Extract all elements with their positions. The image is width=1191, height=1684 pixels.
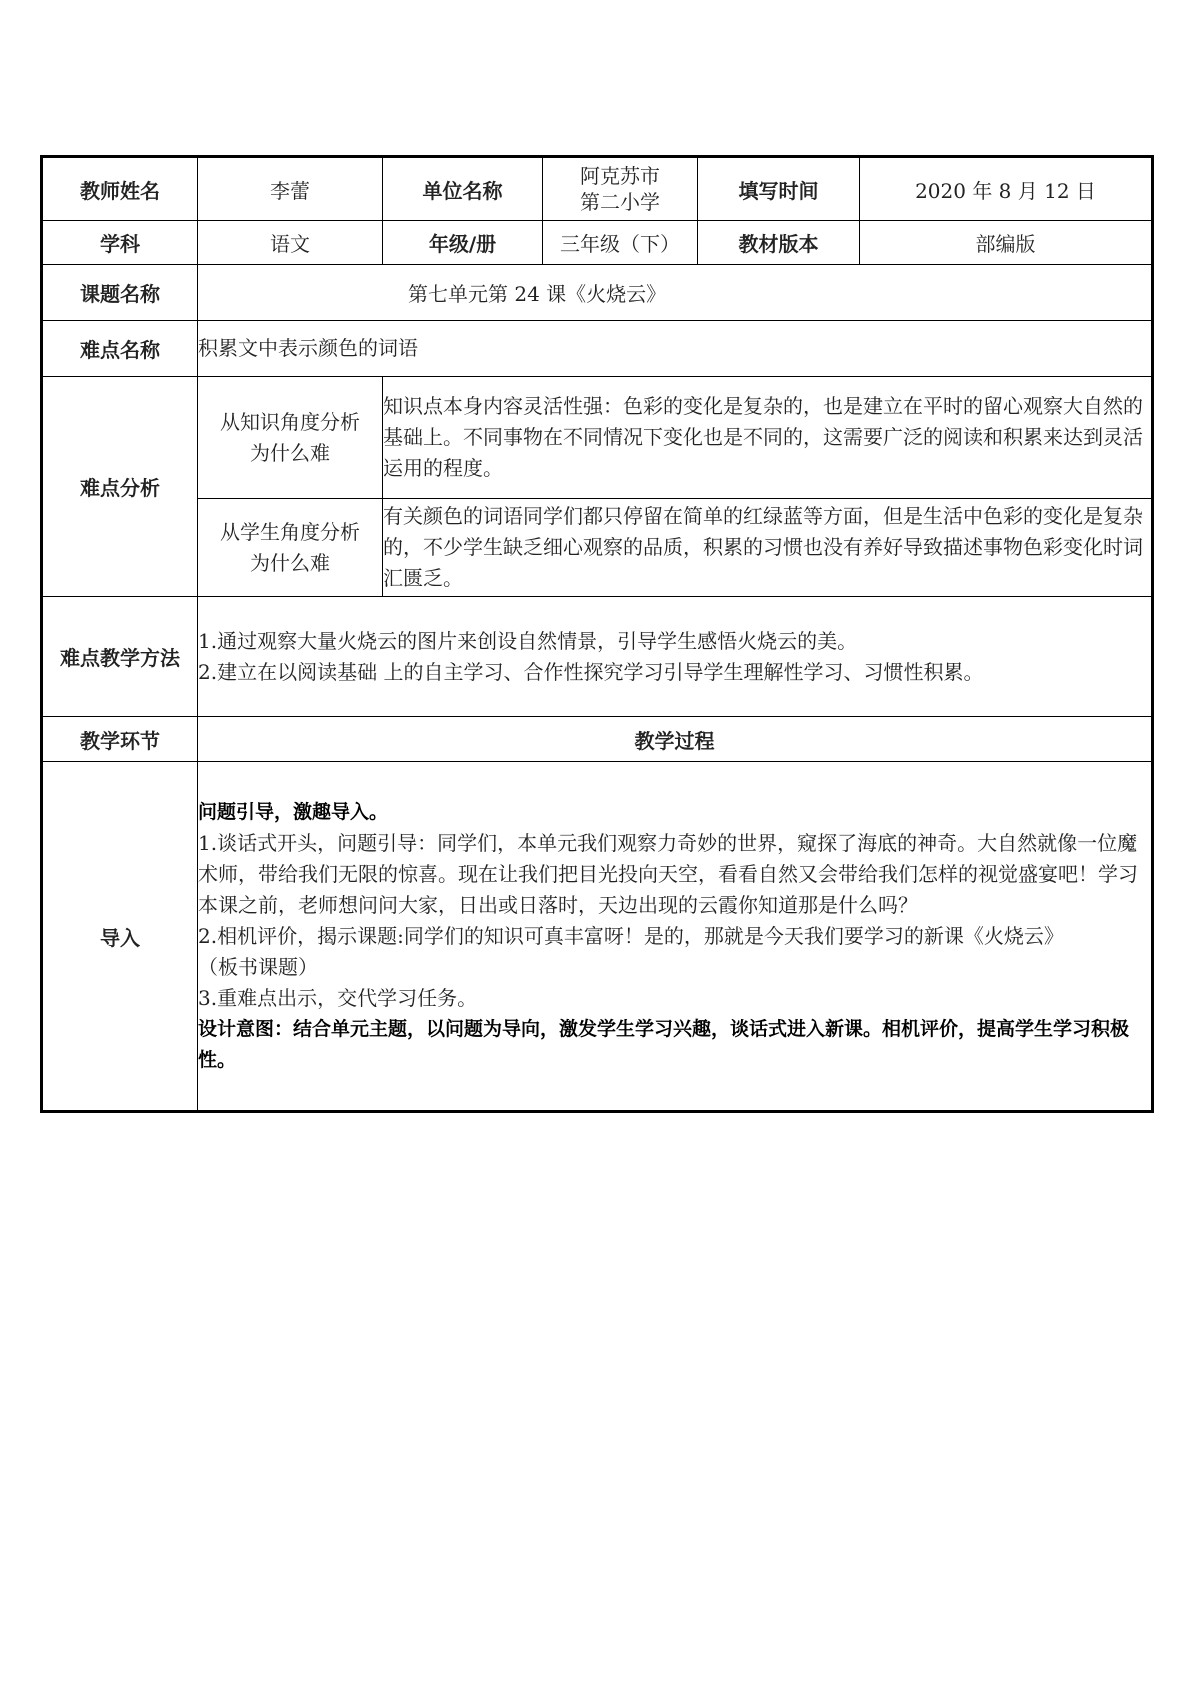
grade-value: 三年级（下） — [543, 221, 698, 265]
methods-row — [42, 597, 1153, 717]
methods-list — [198, 597, 1153, 717]
teacher-value: 李蕾 — [198, 157, 383, 221]
unit-value-line2: 第二小学 — [580, 190, 660, 214]
subject-value: 语文 — [198, 221, 383, 265]
method-item: 1.通过观察大量火烧云的图片来创设自然情景，引导学生感悟火烧云的美。 — [198, 628, 858, 653]
intro-row — [42, 762, 1153, 1112]
teacher-label: 教师姓名 — [42, 157, 198, 221]
design-intent: 设计意图：结合单元主题，以问题为导向，激发学生学习兴趣，谈话式进入新课。相机评价，提高学生学习积极性。 — [198, 1017, 1130, 1071]
difficulty-label: 难点名称 — [42, 321, 198, 377]
grade-label: 年级/册 — [383, 221, 543, 265]
topic-value — [198, 265, 1153, 321]
student-angle-text: 有关颜色的词语同学们都只停留在简单的红绿蓝等方面，但是生活中色彩的变化是复杂的，不少学生缺乏细心观察的品质，积累的习惯也没有养好导致描述事物色彩变化时词汇匮乏。 — [383, 499, 1153, 597]
subject-label: 学科 — [42, 221, 198, 265]
header-row-1 — [42, 157, 1153, 221]
stage-column-header: 教学环节 — [42, 717, 198, 762]
edition-label: 教材版本 — [698, 221, 860, 265]
knowledge-angle-text: 知识点本身内容灵活性强：色彩的变化是复杂的，也是建立在平时的留心观察大自然的基础上。不同事物在不同情况下变化也是不同的，这需要广泛的阅读和积累来达到灵活运用的程度。 — [383, 377, 1153, 499]
lesson-plan-sheet — [40, 155, 1151, 1113]
header-row-2 — [42, 221, 1153, 265]
lesson-plan-table — [40, 155, 1154, 1113]
process-column-header: 教学过程 — [198, 717, 1153, 762]
intro-stage-label: 导入 — [42, 762, 198, 1112]
unit-label: 单位名称 — [383, 157, 543, 221]
student-angle-line2: 为什么难 — [250, 550, 330, 575]
knowledge-angle-line1: 从知识角度分析 — [220, 409, 360, 434]
knowledge-angle-line2: 为什么难 — [250, 440, 330, 465]
intro-paragraph-2: 2.相机评价，揭示课题:同学们的知识可真丰富呀！是的，那就是今天我们要学习的新课《火烧云》 — [198, 923, 1064, 948]
analysis-row-student — [42, 499, 1153, 597]
topic-row — [42, 265, 1153, 321]
unit-value-line1: 阿克苏市 — [580, 164, 660, 188]
intro-paragraph-4: 3.重难点出示，交代学习任务。 — [198, 985, 478, 1010]
analysis-label: 难点分析 — [42, 377, 198, 597]
process-header-row — [42, 717, 1153, 762]
difficulty-row — [42, 321, 1153, 377]
unit-value — [543, 157, 698, 221]
intro-heading: 问题引导，激趣导入。 — [198, 800, 389, 823]
date-label: 填写时间 — [698, 157, 860, 221]
intro-paragraph-3: （板书课题） — [198, 954, 318, 979]
intro-content — [198, 762, 1153, 1112]
topic-text: 第七单元第 24 课《火烧云》 — [408, 282, 667, 306]
analysis-row-knowledge — [42, 377, 1153, 499]
topic-label: 课题名称 — [42, 265, 198, 321]
edition-value: 部编版 — [860, 221, 1153, 265]
intro-paragraph-1: 1.谈话式开头，问题引导：同学们，本单元我们观察力奇妙的世界，窥探了海底的神奇。大自然就像一位魔术师，带给我们无限的惊喜。现在让我们把目光投向天空，看看自然又会带给我们怎样的视觉盛宴吧！学习本课之前，老师想问问大家，日出或日落时，天边出现的云霞你知道那是什么吗？ — [198, 830, 1138, 917]
knowledge-angle-label — [198, 377, 383, 499]
method-item: 2.建立在以阅读基础 上的自主学习、合作性探究学习引导学生理解性学习、习惯性积累。 — [198, 659, 984, 684]
student-angle-label — [198, 499, 383, 597]
difficulty-value: 积累文中表示颜色的词语 — [198, 321, 1153, 377]
date-value: 2020 年 8 月 12 日 — [860, 157, 1153, 221]
methods-label: 难点教学方法 — [42, 597, 198, 717]
student-angle-line1: 从学生角度分析 — [220, 519, 360, 544]
